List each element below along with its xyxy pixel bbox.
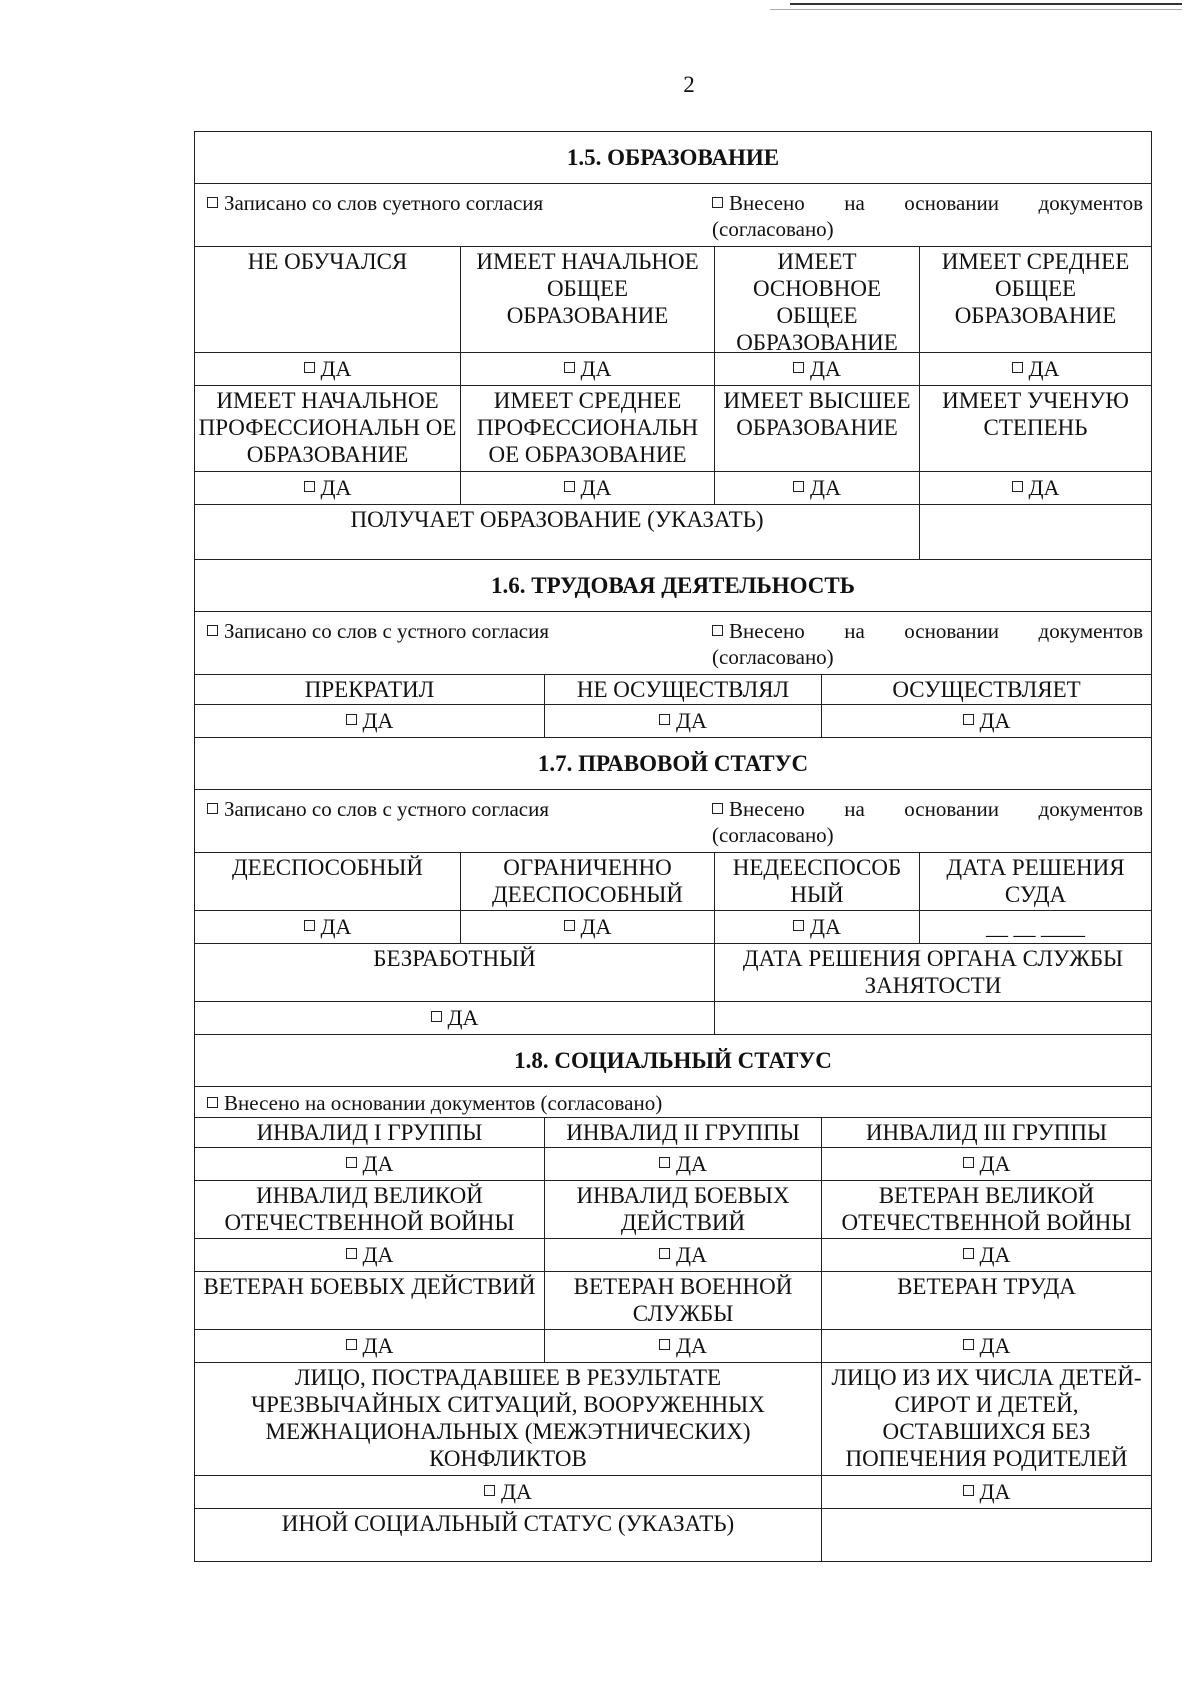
legal-source-row	[195, 790, 1151, 853]
court-decision-date-label: ДАТА РЕШЕНИЯ СУДА	[946, 855, 1125, 907]
yes-checkbox[interactable]: ДА	[545, 1148, 822, 1180]
yes-checkbox[interactable]: ДА	[461, 353, 715, 385]
checkbox-icon[interactable]	[963, 1248, 974, 1259]
option-academic-degree: ИМЕЕТ УЧЕНУЮ СТЕПЕНЬ	[942, 388, 1129, 440]
checkbox-icon[interactable]	[1012, 481, 1023, 492]
education-source-documents[interactable]: Внесено на основании документов (согласовано)	[712, 191, 1143, 241]
yes-checkbox[interactable]: ДА	[920, 472, 1151, 504]
other-social-status-label: ИНОЙ СОЦИАЛЬНЫЙ СТАТУС (УКАЗАТЬ)	[195, 1509, 822, 1561]
social-row-1	[195, 1118, 1151, 1148]
checkbox-icon[interactable]	[963, 1157, 974, 1168]
social-yes-row-1	[195, 1148, 1151, 1181]
education-row-1	[195, 247, 1151, 353]
section-social-title: 1.8. СОЦИАЛЬНЫЙ СТАТУС	[195, 1035, 1151, 1087]
checkbox-icon[interactable]	[793, 362, 804, 373]
yes-checkbox[interactable]: ДА	[461, 472, 715, 504]
checkbox-icon[interactable]	[564, 481, 575, 492]
option-incapable: НЕДЕЕСПОСОБ НЫЙ	[715, 853, 920, 910]
yes-checkbox[interactable]: ДА	[195, 472, 461, 504]
employment-service-date-label: ДАТА РЕШЕНИЯ ОРГАНА СЛУЖБЫ ЗАНЯТОСТИ	[742, 946, 1124, 998]
social-yes-row-2	[195, 1239, 1151, 1272]
option-combat-disabled: ИНВАЛИД БОЕВЫХ ДЕЙСТВИЙ	[545, 1181, 822, 1238]
option-limited-capable: ОГРАНИЧЕННО ДЕЕСПОСОБНЫЙ	[461, 853, 715, 910]
receiving-education-field[interactable]	[920, 505, 1151, 559]
option-basic-general: ИМЕЕТ ОСНОВНОЕ ОБЩЕЕ ОБРАЗОВАНИЕ	[715, 247, 920, 352]
section-education-title: 1.5. ОБРАЗОВАНИЕ	[195, 132, 1151, 184]
option-higher: ИМЕЕТ ВЫСШЕЕ ОБРАЗОВАНИЕ	[715, 386, 920, 471]
legal-source-documents[interactable]: Внесено на основании документов (согласовано)	[712, 797, 1143, 847]
page-number: 2	[683, 72, 695, 97]
option-secondary-general: ИМЕЕТ СРЕДНЕЕ ОБЩЕЕ ОБРАЗОВАНИЕ	[941, 249, 1130, 328]
yes-checkbox[interactable]: ДА	[715, 353, 920, 385]
education-yes-row-2	[195, 472, 1151, 505]
yes-checkbox[interactable]: ДА	[545, 1330, 822, 1362]
yes-checkbox[interactable]: ДА	[920, 353, 1151, 385]
checkbox-icon[interactable]	[712, 625, 723, 636]
yes-checkbox[interactable]: ДА	[195, 1330, 545, 1362]
section-legal-title: 1.7. ПРАВОВОЙ СТАТУС	[195, 738, 1151, 790]
checkbox-icon[interactable]	[304, 481, 315, 492]
yes-checkbox[interactable]: ДА	[822, 705, 1151, 737]
checkbox-icon[interactable]	[564, 362, 575, 373]
option-unemployed: БЕЗРАБОТНЫЙ	[195, 944, 715, 1001]
option-primary-general: ИМЕЕТ НАЧАЛЬНОЕ ОБЩЕЕ ОБРАЗОВАНИЕ	[461, 247, 715, 352]
checkbox-icon[interactable]	[207, 1097, 218, 1108]
yes-checkbox[interactable]: ДА	[195, 353, 461, 385]
header-rule	[790, 3, 1182, 5]
legal-yes-row	[195, 911, 1151, 944]
option-ww2-veteran: ВЕТЕРАН ВЕЛИКОЙ ОТЕЧЕСТВЕННОЙ ВОЙНЫ	[841, 1183, 1132, 1235]
yes-checkbox[interactable]: ДА	[461, 911, 715, 943]
employment-service-date-field[interactable]	[715, 1002, 1151, 1034]
option-stopped: ПРЕКРАТИЛ	[195, 675, 545, 704]
checkbox-icon[interactable]	[346, 1339, 357, 1350]
option-not-studied: НЕ ОБУЧАЛСЯ	[195, 247, 461, 352]
yes-checkbox[interactable]: ДА	[195, 1476, 822, 1508]
checkbox-icon[interactable]	[712, 197, 723, 208]
yes-checkbox[interactable]: ДА	[545, 1239, 822, 1271]
checkbox-icon[interactable]	[659, 1339, 670, 1350]
checkbox-icon[interactable]	[207, 803, 218, 814]
checkbox-icon[interactable]	[346, 1248, 357, 1259]
checkbox-icon[interactable]	[659, 1248, 670, 1259]
option-primary-vocational: ИМЕЕТ НАЧАЛЬНОЕ ПРОФЕССИОНАЛЬН ОЕ ОБРАЗОВАНИЕ	[195, 386, 461, 471]
yes-checkbox[interactable]: ДА	[195, 1002, 715, 1034]
social-source-row	[195, 1087, 1151, 1118]
option-ww2-disabled: ИНВАЛИД ВЕЛИКОЙ ОТЕЧЕСТВЕННОЙ ВОЙНЫ	[195, 1181, 545, 1238]
option-disability-group-3: ИНВАЛИД III ГРУППЫ	[865, 1120, 1108, 1145]
checkbox-icon[interactable]	[304, 920, 315, 931]
labor-options-row	[195, 675, 1151, 705]
social-yes-row-3	[195, 1330, 1151, 1363]
labor-source-verbal[interactable]: Записано со слов с устного согласия	[207, 618, 712, 670]
yes-checkbox[interactable]: ДА	[545, 705, 822, 737]
option-military-veteran: ВЕТЕРАН ВОЕННОЙ СЛУЖБЫ	[545, 1272, 822, 1329]
social-row-3	[195, 1272, 1151, 1330]
labor-yes-row	[195, 705, 1151, 738]
option-disability-group-1: ИНВАЛИД I ГРУППЫ	[195, 1118, 545, 1147]
checkbox-icon[interactable]	[793, 481, 804, 492]
checkbox-icon[interactable]	[564, 920, 575, 931]
checkbox-icon[interactable]	[963, 1485, 974, 1496]
yes-checkbox[interactable]: ДА	[822, 1330, 1151, 1362]
labor-source-row	[195, 612, 1151, 675]
option-emergency-victim: ЛИЦО, ПОСТРАДАВШЕЕ В РЕЗУЛЬТАТЕ ЧРЕЗВЫЧАЙНЫХ СИТУАЦИЙ, ВООРУЖЕННЫХ МЕЖНАЦИОНАЛЬНЫХ (МЕЖЭТНИЧЕСКИХ) КОНФЛИКТОВ	[195, 1363, 822, 1475]
social-source-documents[interactable]: Внесено на основании документов (согласовано)	[207, 1090, 662, 1116]
unemployed-row	[195, 944, 1151, 1002]
option-disability-group-2: ИНВАЛИД II ГРУППЫ	[545, 1118, 822, 1147]
checkbox-icon[interactable]	[207, 625, 218, 636]
checkbox-icon[interactable]	[659, 1157, 670, 1168]
yes-checkbox[interactable]: ДА	[195, 705, 545, 737]
yes-checkbox[interactable]: ДА	[195, 1239, 545, 1271]
education-source-row	[195, 184, 1151, 247]
option-secondary-vocational: ИМЕЕТ СРЕДНЕЕ ПРОФЕССИОНАЛЬН ОЕ ОБРАЗОВАНИЕ	[461, 386, 715, 471]
yes-checkbox[interactable]: ДА	[715, 472, 920, 504]
checkbox-icon[interactable]	[304, 362, 315, 373]
checkbox-icon[interactable]	[963, 1339, 974, 1350]
social-yes-row-4	[195, 1476, 1151, 1509]
social-row-2	[195, 1181, 1151, 1239]
checkbox-icon[interactable]	[712, 803, 723, 814]
yes-checkbox[interactable]: ДА	[195, 1148, 545, 1180]
checkbox-icon[interactable]	[659, 714, 670, 725]
checkbox-icon[interactable]	[1012, 362, 1023, 373]
section-labor-title: 1.6. ТРУДОВАЯ ДЕЯТЕЛЬНОСТЬ	[195, 560, 1151, 612]
yes-checkbox[interactable]: ДА	[822, 1239, 1151, 1271]
yes-checkbox[interactable]: ДА	[822, 1476, 1151, 1508]
checkbox-icon[interactable]	[793, 920, 804, 931]
education-receiving-row	[195, 505, 1151, 560]
option-orphan: ЛИЦО ИЗ ИХ ЧИСЛА ДЕТЕЙ-СИРОТ И ДЕТЕЙ, ОСТАВШИХСЯ БЕЗ ПОПЕЧЕНИЯ РОДИТЕЛЕЙ	[831, 1365, 1142, 1471]
checkbox-icon[interactable]	[431, 1011, 442, 1022]
checkbox-icon[interactable]	[963, 714, 974, 725]
receiving-education-label: ПОЛУЧАЕТ ОБРАЗОВАНИЕ (УКАЗАТЬ)	[195, 505, 920, 559]
labor-source-documents[interactable]: Внесено на основании документов (согласовано)	[712, 619, 1143, 669]
legal-source-verbal[interactable]: Записано со слов с устного согласия	[207, 796, 712, 848]
education-row-2	[195, 386, 1151, 472]
other-social-status-field[interactable]	[822, 1509, 1151, 1561]
option-combat-veteran: ВЕТЕРАН БОЕВЫХ ДЕЙСТВИЙ	[195, 1272, 545, 1329]
legal-options-row	[195, 853, 1151, 911]
checkbox-icon[interactable]	[207, 197, 218, 208]
option-not-carried-out: НЕ ОСУЩЕСТВЛЯЛ	[545, 675, 822, 704]
option-capable: ДЕЕСПОСОБНЫЙ	[195, 853, 461, 910]
yes-checkbox[interactable]: ДА	[822, 1148, 1151, 1180]
education-source-verbal[interactable]: Записано со слов суетного согласия	[207, 190, 712, 242]
checkbox-icon[interactable]	[484, 1485, 495, 1496]
checkbox-icon[interactable]	[346, 714, 357, 725]
yes-checkbox[interactable]: ДА	[195, 911, 461, 943]
option-carries-out: ОСУЩЕСТВЛЯЕТ	[892, 677, 1081, 702]
education-yes-row-1	[195, 353, 1151, 386]
unemployed-yes-row	[195, 1002, 1151, 1035]
yes-checkbox[interactable]: ДА	[715, 911, 920, 943]
social-row-4	[195, 1363, 1151, 1476]
social-status-form	[194, 131, 1152, 1562]
court-decision-date-field[interactable]: __ __ ____	[986, 914, 1085, 939]
option-labor-veteran: ВЕТЕРАН ТРУДА	[897, 1274, 1076, 1299]
social-other-row	[195, 1509, 1151, 1561]
header-thin-rule	[770, 9, 1182, 10]
checkbox-icon[interactable]	[346, 1157, 357, 1168]
